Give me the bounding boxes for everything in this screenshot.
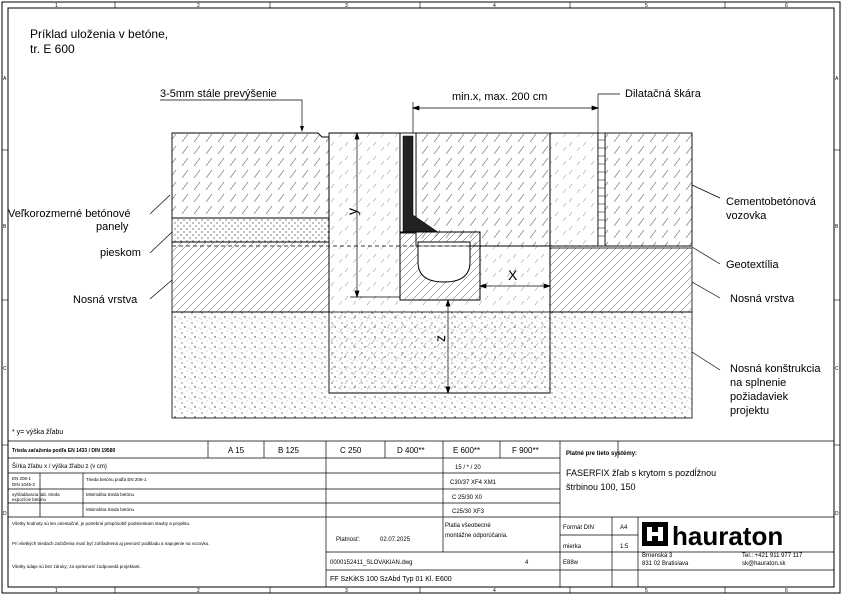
callout-pavement-line1: Cementobetónová [726, 196, 816, 208]
email: sk@hauraton.sk [742, 561, 786, 567]
format-value: A4 [620, 525, 628, 531]
title-line2: tr. E 600 [30, 42, 75, 56]
row-a: A [3, 76, 7, 82]
callout-expansion-joint: Dilatačná škára [625, 88, 701, 100]
callout-right-base: Nosná vrstva [730, 293, 795, 305]
dim-z-label: z [432, 335, 448, 342]
company-info [642, 553, 803, 567]
left-sub2: DIN 1045-2 [12, 482, 36, 487]
pavement-slab-center [416, 133, 550, 246]
col-3-bottom: 3 [345, 588, 348, 594]
dim-x-label: X [508, 267, 518, 283]
left-concrete-panel [172, 133, 329, 218]
row-b-right: B [835, 224, 839, 230]
expansion-joint [598, 133, 605, 246]
row2-value: 15 / * / 20 [455, 465, 481, 471]
col-6: 6 [785, 3, 788, 9]
callout-left-base: Nosná vrstva [73, 294, 138, 306]
dim-y-label: y [344, 208, 360, 215]
hauraton-logo [642, 521, 783, 551]
col-2: 2 [197, 3, 200, 9]
col-1-bottom: 1 [55, 588, 58, 594]
callout-construction-line4: projektu [730, 405, 770, 417]
class-e600: E 600** [453, 446, 481, 455]
pavement-slab-right [605, 133, 692, 246]
sand-layer [172, 218, 329, 242]
quote-line2: montážne odporúčania. [445, 533, 508, 539]
row3a-label: Trieda betónu podľa EN 206-1 [86, 477, 147, 482]
note2: Pri všetkých triedach zaťaženia musí byť zohľadnená aj pevnosť podkladu a napojenie na vozovku. [12, 541, 210, 546]
col-5: 5 [645, 3, 648, 9]
channel-profile [418, 242, 470, 282]
callout-panels-line1: Veľkorozmerné betónové [8, 208, 131, 220]
leader-arrow [300, 126, 304, 132]
row5-value: C25/30 XF3 [452, 509, 485, 515]
left-sub4: expozície betónu [12, 497, 47, 502]
left-sub3: vyhľadávacia tab. trieda [12, 492, 60, 497]
title-line1: Príklad uloženia v betóne, [30, 27, 169, 41]
class-a15: A 15 [228, 446, 245, 455]
row2-label: Šírka žľabu x / výška žľabu z (v cm) [12, 464, 107, 470]
systems-line1: FASERFIX žľab s krytom s pozdĺžnou [566, 468, 717, 478]
logo-wordmark: hauraton [672, 521, 784, 551]
row-d-right: D [835, 511, 839, 517]
drawing-number: 0000152411_SLOVAKIAN.dwg [330, 560, 413, 566]
systems-line2: štrbinou 100, 150 [566, 482, 636, 492]
callout-elevation: 3-5mm stále prevýšenie [160, 88, 277, 100]
row-b: B [3, 224, 7, 230]
address-line2: 831 02 Bratislava [642, 561, 689, 567]
systems-label: Platné pre tieto systémy: [566, 451, 638, 457]
col-4: 4 [493, 3, 496, 9]
row5-label: Minimálna trieda betónu [86, 507, 135, 512]
callout-panels-line2: panely [96, 221, 129, 233]
col-1: 1 [55, 3, 58, 9]
callout-pavement-line2: vozovka [726, 210, 767, 222]
address-line1: Brnenská 3 [642, 553, 673, 559]
col-6-bottom: 6 [785, 588, 788, 594]
callout-dimension: min.x, max. 200 cm [452, 91, 548, 103]
class-c250: C 250 [340, 446, 362, 455]
col-2-bottom: 2 [197, 588, 200, 594]
valid-label: Platnosť: [336, 537, 360, 543]
col-3: 3 [345, 3, 348, 9]
table-texts [12, 446, 716, 583]
callout-sand: pieskom [100, 247, 141, 259]
load-class-header: Trieda zaťaženia podľa EN 1433 / DIN 19580 [12, 448, 116, 454]
callout-geotextile: Geotextília [726, 259, 779, 271]
footnote: * y= výška žľabu [12, 429, 64, 436]
callout-construction-line3: požiadaviek [730, 391, 789, 403]
scale-value: 1:5 [620, 544, 629, 550]
format-label: Formát DIN [563, 525, 595, 531]
col-4-bottom: 4 [493, 588, 496, 594]
row-c: C [3, 366, 7, 372]
row4-value: C 25/30 X0 [452, 495, 483, 501]
row-d: D [3, 511, 7, 517]
class-f900: F 900** [512, 446, 539, 455]
callout-construction-line1: Nosná konštrukcia [730, 363, 821, 375]
pavement-slab-joint-side [550, 133, 598, 246]
callout-construction-line2: na splnenie [730, 377, 787, 389]
class-b125: B 125 [278, 446, 299, 455]
doc-code: E88w [563, 560, 579, 566]
valid-date: 02.07.2025 [380, 537, 411, 543]
row3-value: C30/37 XF4 XM1 [450, 480, 497, 486]
row-a-right: A [835, 76, 839, 82]
right-base-course [550, 248, 692, 312]
scale-label: mierka [563, 544, 582, 550]
class-d400: D 400** [397, 446, 425, 455]
note1: Všetky hodnoty sú len orientačné, je potrebné prispôsobiť podmienkam stavby a projektu. [12, 521, 191, 526]
row-c-right: C [835, 366, 839, 372]
quote-line1: Platia všeobecné [445, 523, 491, 529]
left-base-course [172, 242, 329, 312]
row4-label: Minimálna trieda betónu [86, 492, 135, 497]
note3: Všetky údaje sú bez záruky; za správnosť zodpovedá projektant. [12, 564, 141, 569]
col-5-bottom: 5 [645, 588, 648, 594]
drawing-title: FF SzKiKS 100 SzAbd Typ 01 Kl. E600 [330, 576, 452, 583]
phone: Tel.: +421 911 977 117 [742, 553, 803, 559]
sheet-number: 4 [525, 560, 529, 566]
left-sub1: EN 206-1 [12, 476, 32, 481]
